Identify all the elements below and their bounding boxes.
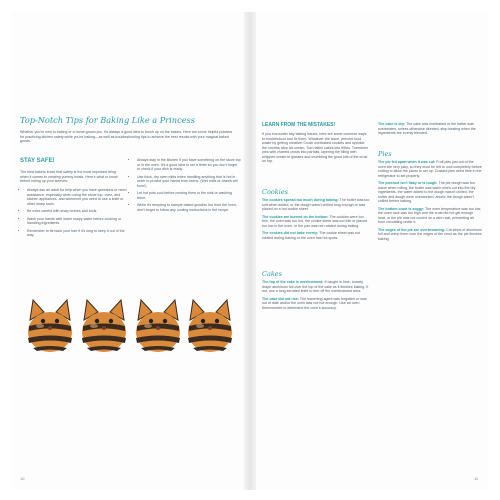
list-item: • Always stay in the kitchen if you have something on the stove top or in the oven. It's a good idea to set a timer so you don't forget to check if your dish is ready. (137, 158, 241, 172)
tip-item: The cake is dry: The cake was overbaked or the batter was overbeaten, unless otherwise directed, stop beating when the ingredients are evenly blended. (378, 122, 476, 135)
list-item: • Use thick, dry oven mitts when handling anything that is hot in order to protect your hands from burns. (Wet mitts or towels will burn!) (137, 175, 241, 189)
tip-item: The edges of the pie are overbrowning: Cut strips of aluminum foil and crimp them over the edges of the crust as the pie finishes baking. (378, 227, 482, 241)
book-gutter (244, 12, 256, 490)
left-page (12, 12, 244, 490)
safety-heading: STAY SAFE! (20, 158, 55, 164)
list-item: • Remember to tie back your hair if it's long to keep it out of the way. (27, 229, 129, 238)
list-item: • Always ask an adult for help when you have questions or need assistance, especially when using the stove top, oven, and kitchen appliances, and whenever you need to use a knife or other sharp tools. (27, 188, 129, 206)
tip-item: The cake did not rise: The leavening agent was forgotten or was out of date and/or the oven was not hot enough. Use an oven thermometer to determine the oven's accuracy. (262, 296, 367, 310)
cat-cookie (136, 300, 180, 352)
pies-section (378, 160, 482, 241)
list-item: • While it's tempting to sample baked goodies hot from the oven, don't forget to follow any cooling instructions in the recipe. (137, 203, 241, 212)
cake-dry-section (378, 122, 482, 136)
tip-item: The bottom crust is soggy: The oven temperature was too low, the oven rack was too high and the crust did not get enough heat, or the pie was not cooled on a wire rack, preventing air from circulating under it. (378, 206, 481, 224)
pies-subheading: Pies (378, 150, 392, 158)
list-item: • Let hot pots cool before moving them to the sink or washing them. (137, 191, 241, 200)
cookies-section (262, 198, 370, 240)
cat-cookie (82, 300, 126, 352)
page-title: Top-Notch Tips for Baking Like a Princess (20, 115, 195, 125)
intro-paragraph: Whether you're new to baking or a home-grown pro, it's always a good idea to brush up on the basics. Here are some helpful pointers for practicing kitchen safety while you're baking—as well as troubleshooting tips to achieve the best results with your magical baked goods. (20, 130, 233, 143)
list-item: • Be extra careful with sharp knives and tools. (27, 209, 129, 214)
tip-item: The top of the cake is overbrowned: If caught in time, loosely drape aluminum foil over the top of the cake as it finishes baking. If not, use a long serrated knife to trim off the overbrowned area. (262, 280, 369, 293)
cat-cookies-photo (20, 276, 236, 372)
cat-cookie (28, 300, 72, 352)
mistakes-intro: If you encounter any baking issues, here are some common ways to troubleshoot and fix them. Whatever the issue, prevent food waste by getting creative! Crush overbaked cookies and sprinkle the crumbs atop ice cream. Turn fallen cakes into trifles. Transform pies with charred crusts into parfaits, layering the filling with whipped cream in glasses and crumbling the good bits of the crust on top. (262, 132, 369, 163)
mistakes-heading: LEARN FROM THE MISTAKES! (262, 122, 336, 128)
tip-item: The cookies spread too much during baking: The butter was too soft when added, or the dough wasn't chilled long enough or was placed on a hot cookie sheet. (262, 198, 370, 211)
tip-item: The cookies are burned on the bottom: The cookies were too thin, the oven was too hot, the cookie sheet was too thin or placed too low in the oven, or the pan was not rotated during baking. (262, 214, 368, 228)
tip-item: The cookies did not bake evenly: The cookie sheet was not rotated during baking or the oven has hot spots. (262, 231, 361, 240)
cakes-subheading: Cakes (262, 270, 282, 278)
cookies-subheading: Cookies (262, 188, 288, 196)
list-item: • Wash your hands with warm soapy water before cooking or handling ingredients. (27, 217, 129, 226)
safety-list-col1 (20, 188, 129, 241)
safety-list-col2 (130, 158, 241, 215)
safety-intro: The best bakers know that safety is the most important thing when it comes to creating yummy treats. Here's what to know before rolling up your sleeves: (20, 170, 118, 183)
tip-item: The piecrust isn't flaky or is tough: The pie dough was too warm when rolling, the butter was warm when cut into the dry ingredients, the water added to the dough wasn't chilled, the butter and dough were overworked, and/or the dough wasn't chilled before baking. (378, 181, 476, 203)
page-number-right: 11 (474, 476, 479, 481)
cat-cookie (188, 300, 232, 352)
page-number-left: 10 (20, 476, 25, 481)
right-page (256, 12, 488, 490)
cakes-section (262, 280, 370, 310)
tip-item: The pie fell apart when it was cut: Fruit pies just out of the oven are very juicy, so they must be left to cool completely before cutting to allow the juices to set up. Custard pies need time in the refrigerator to set properly. (378, 160, 482, 178)
